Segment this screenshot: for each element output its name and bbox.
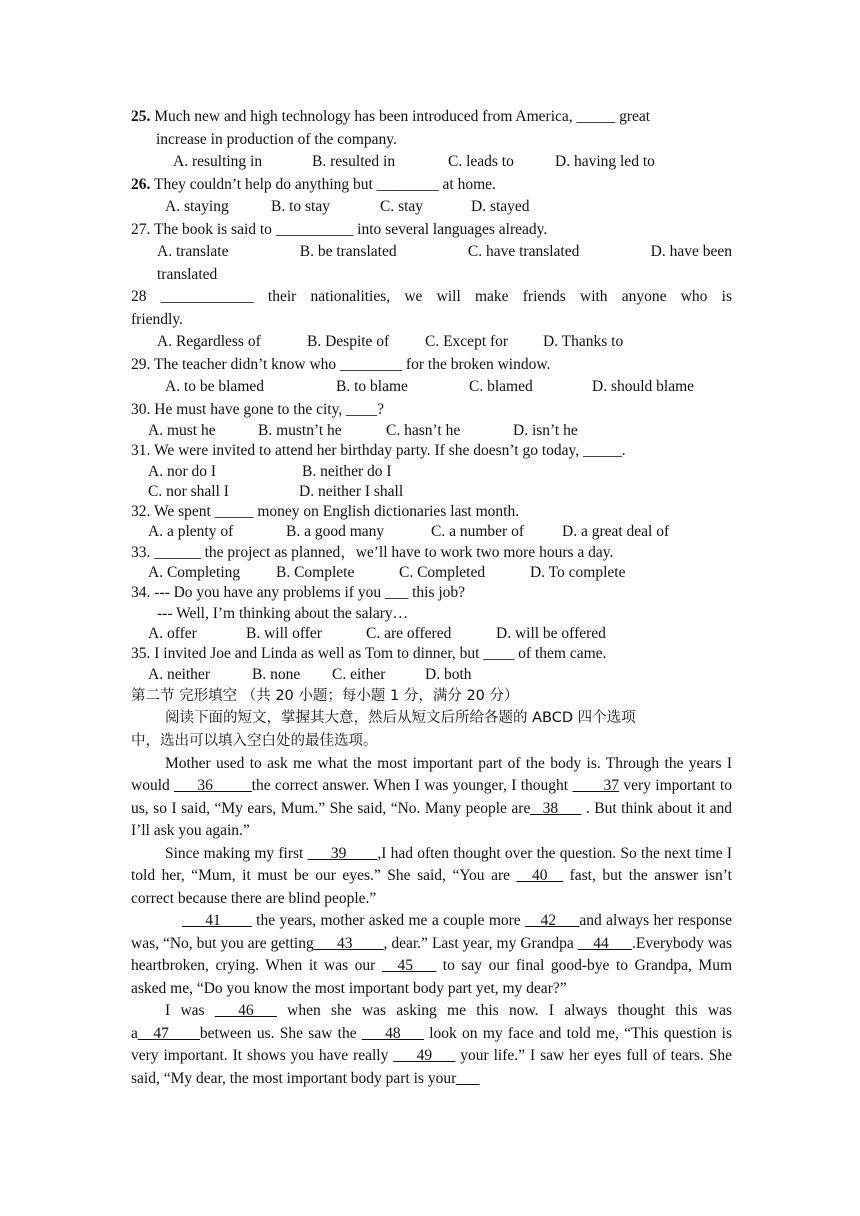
question-number: 26. — [131, 175, 151, 193]
option-a: A. to be blamed — [165, 378, 265, 395]
passage-text: the correct answer. When I was younger, I thought — [251, 777, 573, 795]
option-c: C. leads to — [448, 153, 514, 170]
answer-blank: _ 38___ — [530, 799, 582, 817]
option-b: B. will offer — [246, 624, 322, 642]
question-32-options — [131, 522, 732, 542]
question-28-options — [131, 331, 732, 354]
passage-paragraph-2 — [131, 843, 732, 911]
passage-text: fast, but the answer isn’t correct because there are blind people.” — [131, 867, 732, 907]
question-26-options — [131, 196, 732, 219]
option-d: D. To complete — [530, 564, 626, 582]
question-27-options — [131, 241, 732, 264]
answer-blank: ___ — [456, 1069, 480, 1087]
passage-text: between us. She saw the — [199, 1024, 362, 1042]
option-c: C. have translated — [467, 243, 580, 260]
option-c: C. nor shall I — [148, 482, 229, 500]
option-d: D. should blame — [592, 378, 695, 395]
option-a: A. neither — [148, 665, 210, 683]
section-instructions: 阅读下面的短文，掌握其大意，然后从短文后所给各题的 ABCD 四个选项 — [165, 709, 636, 726]
option-c: C. stay — [380, 198, 424, 215]
option-a: A. a plenty of — [148, 523, 234, 541]
option-d: D. will be offered — [496, 624, 606, 642]
option-b: B. Complete — [276, 564, 355, 582]
section-instructions-cont: 中，选出可以填入空白处的最佳选项。 — [131, 732, 378, 749]
option-b: B. to stay — [271, 198, 330, 215]
passage-text: your life.” I saw her eyes full of tears. She said, “My dear, the most important body part is your — [131, 1047, 732, 1087]
option-d: D. stayed — [471, 198, 530, 215]
option-d: D. a great deal of — [562, 523, 670, 541]
option-a: A. offer — [148, 624, 197, 642]
passage-text: .Everybody was heartbroken, crying. When it was our — [131, 934, 732, 975]
question-25-options — [131, 151, 732, 174]
question-28-stem: 28 ____________ their nationalities, we will make friends with anyone who is — [131, 288, 732, 305]
answer-blank: __42___ — [525, 912, 580, 930]
answer-blank: __45___ — [381, 957, 437, 975]
option-b: B. neither do I — [302, 462, 392, 480]
question-26-stem: 26. They couldn’t help do anything but ________ at home. — [131, 175, 496, 193]
option-d: D. having led to — [555, 153, 655, 170]
question-34-stem-cont: --- Well, I’m thinking about the salary… — [157, 604, 409, 622]
passage-text: the years, mother asked me a couple more — [251, 912, 526, 930]
question-27-stem: 27. The book is said to __________ into several languages already. — [131, 220, 548, 238]
option-c: C. a number of — [431, 523, 524, 541]
question-30-stem: 30. He must have gone to the city, ____? — [131, 400, 384, 418]
answer-blank: ___41____ — [182, 912, 252, 930]
question-31-stem: 31. We were invited to attend her birthday party. If she doesn’t go today, _____. — [131, 442, 626, 460]
question-29-options — [131, 376, 732, 399]
option-d: D. Thanks to — [543, 333, 624, 350]
passage-paragraph-1 — [131, 753, 732, 843]
answer-blank: ___36_____ — [174, 777, 252, 795]
option-b: B. to blame — [336, 378, 408, 395]
question-31-options-row1 — [131, 462, 732, 482]
question-35-stem: 35. I invited Joe and Linda as well as Tom to dinner, but ____ of them came. — [131, 645, 607, 663]
passage-text: . But think about it and I’ll ask you again.” — [131, 799, 733, 840]
option-a: A. Completing — [148, 564, 241, 582]
answer-blank: __44___ — [577, 934, 632, 952]
question-number: 25. — [131, 108, 151, 125]
passage-text: to say our final good-bye to Grandpa, Mum asked me, “Do you know the most important body part yet, my dear?” — [131, 957, 732, 997]
option-c: C. hasn’t he — [386, 422, 461, 439]
passage-text: I was — [165, 1002, 215, 1020]
passage-text: very important to us, so I said, “My ears, Mum.” She said, “No. Many people are — [131, 777, 733, 817]
option-c: C. blamed — [469, 378, 533, 395]
option-b: B. none — [252, 665, 301, 683]
answer-blank: ___48___ — [361, 1024, 424, 1042]
option-a: A. nor do I — [148, 462, 217, 480]
answer-blank: __40__ — [516, 867, 564, 885]
answer-blank: ___39____ — [307, 844, 378, 862]
answer-blank: ___43____ — [313, 934, 384, 952]
question-27-option-cont: translated — [157, 265, 218, 283]
question-29-stem: 29. The teacher didn’t know who ________ for the broken window. — [131, 355, 551, 373]
option-c: C. Except for — [425, 333, 509, 350]
question-35-options — [131, 665, 732, 685]
passage-text: , dear.” Last year, my Grandpa — [383, 934, 578, 952]
passage-text: when she was asking me this now. I always thought this was a — [131, 1002, 732, 1042]
passage-text: and always her response was, “No, but you are getting — [131, 912, 732, 952]
question-28-stem-cont: friendly. — [131, 310, 183, 328]
answer-blank: __47____ — [137, 1024, 200, 1042]
passage-text: look on my face and told me, “This question is very important. It shows you have really — [131, 1024, 733, 1065]
passage-text: Mother used to ask me what the most important part of the body is. Through the years I would — [131, 754, 732, 795]
question-33-stem: 33. ______ the project as planned，we’ll have to work two more hours a day. — [131, 543, 614, 561]
answer-blank: ___49___ — [393, 1047, 456, 1065]
question-31-options-row2 — [131, 482, 732, 502]
option-a: A. Regardless of — [157, 333, 261, 350]
section-title: 第二节 完形填空 （共 20 小题；每小题 1 分，满分 20 分） — [131, 687, 519, 704]
passage-text: ,I had often thought over the question. So the next time I told her, “Mum, it must be our eyes.” She said, “You are — [131, 844, 732, 885]
option-b: B. a good many — [286, 523, 385, 541]
question-32-stem: 32. We spent _____ money on English dictionaries last month. — [131, 503, 520, 521]
passage-paragraph-3 — [131, 910, 732, 1000]
option-c: C. are offered — [366, 624, 452, 642]
question-30-options — [131, 421, 732, 441]
question-34-options — [131, 624, 732, 644]
exam-page — [131, 104, 732, 1090]
option-a: A. resulting in — [173, 153, 263, 170]
answer-blank: ___46___ — [214, 1002, 277, 1020]
passage-paragraph-4 — [131, 1000, 732, 1090]
option-c: C. either — [332, 665, 386, 683]
option-a: A. translate — [157, 243, 229, 260]
question-25-stem-cont: increase in production of the company. — [156, 130, 397, 148]
option-b: B. be translated — [299, 243, 397, 260]
option-b: B. mustn’t he — [258, 422, 342, 439]
option-d: D. have been — [650, 243, 732, 260]
option-d: D. both — [425, 665, 472, 683]
option-a: A. staying — [165, 198, 229, 215]
option-d: D. isn’t he — [513, 422, 578, 439]
option-b: B. Despite of — [307, 333, 390, 350]
option-c: C. Completed — [399, 564, 486, 582]
question-33-options — [131, 563, 732, 583]
option-b: B. resulted in — [312, 153, 396, 170]
answer-blank: ____37 — [572, 777, 619, 795]
option-a: A. must he — [148, 422, 216, 439]
question-34-stem: 34. --- Do you have any problems if you ___ this job? — [131, 584, 466, 602]
question-25-stem: 25. Much new and high technology has been introduced from America, _____ great — [131, 108, 651, 125]
passage-text: Since making my first — [165, 844, 308, 862]
option-d: D. neither I shall — [299, 482, 404, 500]
